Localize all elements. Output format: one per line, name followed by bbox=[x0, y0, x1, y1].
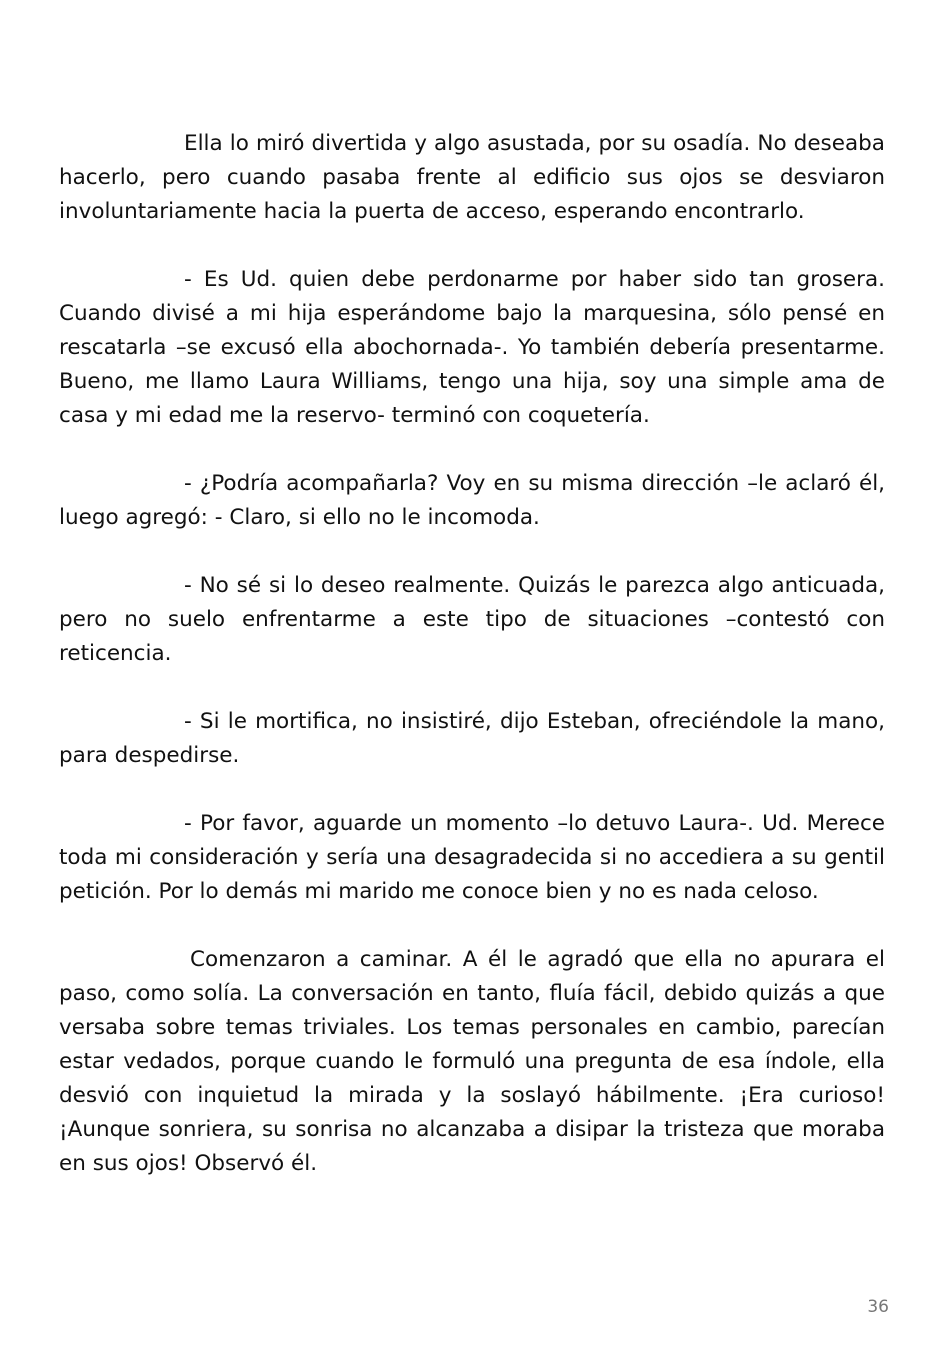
page-body bbox=[59, 127, 885, 1215]
page-number: 36 bbox=[867, 1297, 889, 1317]
paragraph: Ella lo miró divertida y algo asustada, por su osadía. No deseaba hacerlo, pero cuando pasaba frente al edificio sus ojos se desviaron involuntariamente hacia la puerta de acceso, esperando encontrarlo. bbox=[59, 131, 885, 224]
paragraph: - Si le mortifica, no insistiré, dijo Esteban, ofreciéndole la mano, para despedirse. bbox=[59, 709, 885, 768]
paragraph: - Es Ud. quien debe perdonarme por haber sido tan grosera. Cuando divisé a mi hija esperándome bajo la marquesina, sólo pensé en rescatarla –se excusó ella abochornada-. Yo también debería presentarme. Bueno, me llamo Laura Williams, tengo una hija, soy una simple ama de casa y mi edad me la reservo- terminó con coquetería. bbox=[59, 267, 885, 428]
paragraph: - ¿Podría acompañarla? Voy en su misma dirección –le aclaró él, luego agregó: - Claro, si ello no le incomoda. bbox=[59, 471, 885, 530]
paragraph: - Por favor, aguarde un momento –lo detuvo Laura-. Ud. Merece toda mi consideración y sería una desagradecida si no accediera a su gentil petición. Por lo demás mi marido me conoce bien y no es nada celoso. bbox=[59, 811, 885, 904]
paragraph: Comenzaron a caminar. A él le agradó que ella no apurara el paso, como solía. La conversación en tanto, fluía fácil, debido quizás a que versaba sobre temas triviales. Los temas personales en cambio, parecían estar vedados, porque cuando le formuló una pregunta de esa índole, ella desvió con inquietud la mirada y la soslayó hábilmente. ¡Era curioso! ¡Aunque sonriera, su sonrisa no alcanzaba a disipar la tristeza que moraba en sus ojos! Observó él. bbox=[59, 947, 885, 1176]
paragraph: - No sé si lo deseo realmente. Quizás le parezca algo anticuada, pero no suelo enfrentarme a este tipo de situaciones –contestó con reticencia. bbox=[59, 573, 885, 666]
